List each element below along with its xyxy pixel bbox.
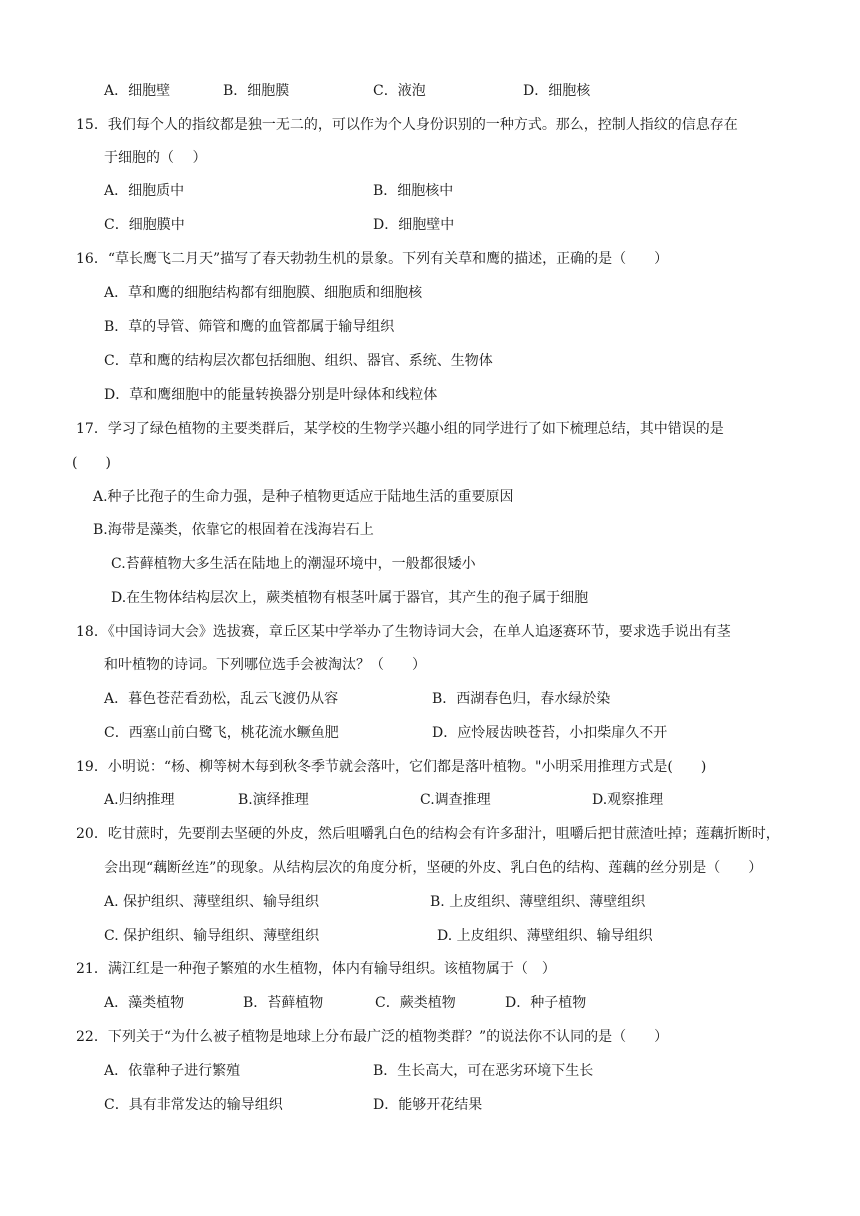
q19-option-d: D.观察推理 bbox=[592, 792, 664, 808]
q18-option-c: C．西塞山前白鹭飞，桃花流水鳜鱼肥 bbox=[104, 725, 339, 741]
q14-option-d: D．细胞核 bbox=[523, 83, 591, 99]
q16-option-c: C．草和鹰的结构层次都包括细胞、组织、器官、系统、生物体 bbox=[104, 353, 493, 369]
q17-stem: 17．学习了绿色植物的主要类群后，某学校的生物学兴趣小组的同学进行了如下梳理总结，其中错误的是 bbox=[76, 421, 724, 437]
q19-option-c: C.调查推理 bbox=[420, 792, 491, 808]
q22-option-c: C．具有非常发达的输导组织 bbox=[104, 1097, 283, 1113]
q18-option-d: D．应怜屐齿映苍苔，小扣柴扉久不开 bbox=[432, 725, 668, 741]
q14-option-b: B．细胞膜 bbox=[223, 83, 290, 99]
q15-stem-cont: 于细胞的（ ） bbox=[104, 150, 207, 166]
q14-option-c: C．液泡 bbox=[373, 83, 426, 99]
q15-option-d: D．细胞壁中 bbox=[373, 217, 455, 233]
q14-option-a: A．细胞壁 bbox=[104, 83, 171, 99]
q20-stem-cont: 会出现“藕断丝连”的现象。从结构层次的角度分析，坚硬的外皮、乳白色的结构、莲藕的丝分别是（ ） bbox=[104, 860, 763, 876]
q15-option-a: A．细胞质中 bbox=[104, 183, 185, 199]
q17-option-c: C.苔藓植物大多生活在陆地上的潮湿环境中，一般都很矮小 bbox=[111, 556, 476, 572]
q22-stem: 22．下列关于“为什么被子植物是地球上分布最广泛的植物类群？”的说法你不认同的是（ ） bbox=[76, 1029, 669, 1045]
q20-option-c: C. 保护组织、输导组织、薄壁组织 bbox=[104, 928, 320, 944]
q21-option-a: A．藻类植物 bbox=[104, 995, 185, 1011]
q18-option-b: B．西湖春色归，春水绿於染 bbox=[432, 691, 611, 707]
q19-stem: 19．小明说：“杨、柳等树木每到秋冬季节就会落叶，它们都是落叶植物。"小明采用推理方式是( ) bbox=[76, 759, 707, 775]
q20-stem: 20．吃甘蔗时，先要削去坚硬的外皮，然后咀嚼乳白色的结构会有许多甜汁，咀嚼后把甘蔗渣吐掉；莲藕折断时， bbox=[76, 826, 780, 842]
q16-option-b: B．草的导管、筛管和鹰的血管都属于输导组织 bbox=[104, 319, 395, 335]
q19-option-b: B.演绎推理 bbox=[238, 792, 309, 808]
q20-option-a: A. 保护组织、薄壁组织、输导组织 bbox=[104, 894, 320, 910]
q15-option-c: C．细胞膜中 bbox=[104, 217, 185, 233]
q16-option-a: A．草和鹰的细胞结构都有细胞膜、细胞质和细胞核 bbox=[104, 285, 423, 301]
q21-option-d: D．种子植物 bbox=[505, 995, 587, 1011]
q17-stem-cont: ( ) bbox=[72, 455, 111, 471]
q16-option-d: D．草和鹰细胞中的能量转换器分别是叶绿体和线粒体 bbox=[104, 387, 438, 403]
q15-stem: 15．我们每个人的指纹都是独一无二的，可以作为个人身份识别的一种方式。那么，控制人指纹的信息存在 bbox=[76, 117, 738, 133]
q19-option-a: A.归纳推理 bbox=[104, 792, 175, 808]
q17-option-d: D.在生物体结构层次上，蕨类植物有根茎叶属于器官，其产生的孢子属于细胞 bbox=[111, 590, 589, 606]
q21-stem: 21．满江红是一种孢子繁殖的水生植物，体内有输导组织。该植物属于（ ） bbox=[76, 961, 556, 977]
q22-option-d: D．能够开花结果 bbox=[373, 1097, 483, 1113]
q22-option-a: A．依靠种子进行繁殖 bbox=[104, 1063, 241, 1079]
q22-option-b: B．生长高大，可在恶劣环境下生长 bbox=[373, 1063, 594, 1079]
q17-option-a: A.种子比孢子的生命力强，是种子植物更适应于陆地生活的重要原因 bbox=[93, 489, 514, 505]
q18-option-a: A．暮色苍茫看劲松，乱云飞渡仍从容 bbox=[104, 691, 339, 707]
q18-stem-cont: 和叶植物的诗词。下列哪位选手会被淘汰？（ ） bbox=[104, 657, 426, 673]
q17-option-b: B.海带是藻类，依靠它的根固着在浅海岩石上 bbox=[93, 522, 374, 538]
q15-option-b: B．细胞核中 bbox=[373, 183, 454, 199]
q20-option-d: D. 上皮组织、薄壁组织、输导组织 bbox=[437, 928, 653, 944]
q16-stem: 16．“草长鹰飞二月天”描写了春天勃勃生机的景象。下列有关草和鹰的描述，正确的是（ ） bbox=[76, 251, 669, 267]
q20-option-b: B. 上皮组织、薄壁组织、薄壁组织 bbox=[430, 894, 646, 910]
q21-option-b: B．苔藓植物 bbox=[243, 995, 324, 1011]
q21-option-c: C．蕨类植物 bbox=[375, 995, 456, 1011]
q18-stem: 18．《中国诗词大会》选拔赛，章丘区某中学举办了生物诗词大会，在单人追逐赛环节，要求选手说出有茎 bbox=[76, 624, 731, 640]
